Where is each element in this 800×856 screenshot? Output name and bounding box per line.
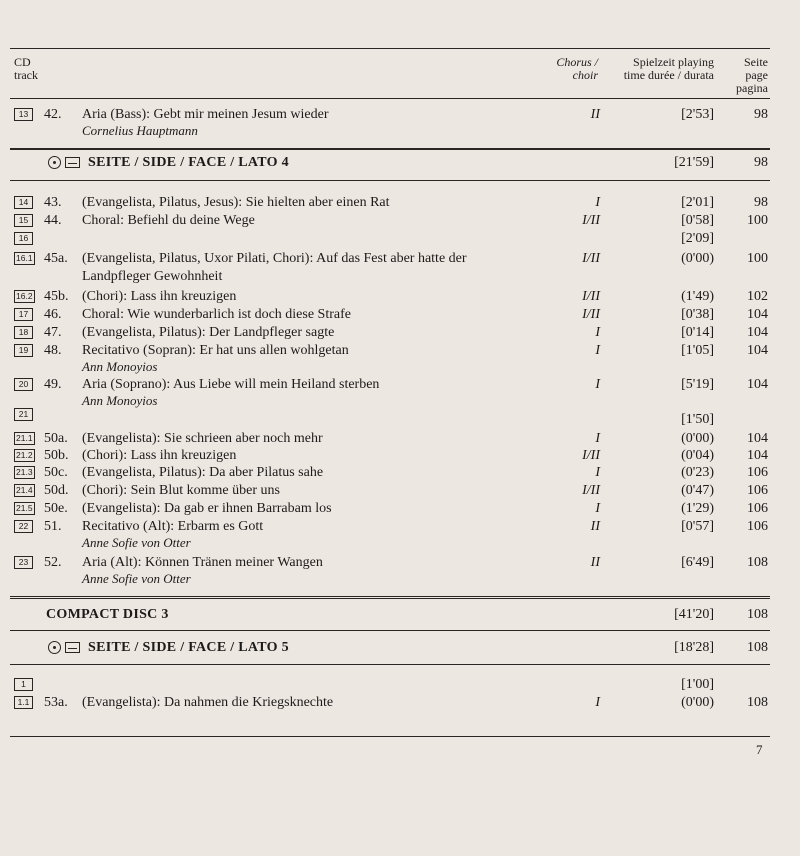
list-item-performer bbox=[0, 358, 800, 376]
track-badge: 1.1 bbox=[14, 696, 33, 709]
item-page: 98 bbox=[754, 107, 768, 122]
item-chorus: I bbox=[595, 695, 600, 710]
list-item-time bbox=[0, 411, 800, 429]
item-title: (Evangelista): Da gab er ihnen Barrabam los bbox=[82, 501, 332, 516]
item-title: (Evangelista): Da nahmen die Kriegsknechte bbox=[82, 695, 334, 710]
item-time: (0'00) bbox=[681, 431, 714, 446]
item-chorus: I bbox=[595, 501, 600, 516]
section-header bbox=[0, 153, 800, 173]
bottom-rule bbox=[10, 736, 770, 737]
item-time: (0'23) bbox=[681, 465, 714, 480]
item-title: Choral: Befiehl du deine Wege bbox=[82, 213, 255, 228]
item-chorus: II bbox=[590, 107, 600, 122]
section-page: 108 bbox=[747, 607, 768, 622]
section-label: COMPACT DISC 3 bbox=[46, 607, 169, 622]
list-item bbox=[0, 212, 800, 230]
header-chorus: Chorus / choir bbox=[556, 55, 598, 82]
track-badge: 15 bbox=[14, 214, 33, 227]
track-badge: 13 bbox=[14, 108, 33, 121]
list-item bbox=[0, 676, 800, 694]
item-title: (Evangelista, Pilatus, Uxor Pilati, Chori): Auf das Fest aber hatte der bbox=[82, 251, 467, 266]
item-title: Choral: Wie wunderbarlich ist doch diese Strafe bbox=[82, 307, 351, 322]
item-page: 104 bbox=[747, 431, 768, 446]
cassette-icon bbox=[65, 642, 80, 653]
track-badge: 16 bbox=[14, 232, 33, 245]
item-title: (Evangelista): Sie schrieen aber noch mehr bbox=[82, 431, 323, 446]
item-page: 104 bbox=[747, 343, 768, 358]
section-time: [21'59] bbox=[674, 155, 714, 170]
section-label: SEITE / SIDE / FACE / LATO 4 bbox=[88, 155, 289, 170]
performer: Ann Monoyios bbox=[82, 359, 158, 374]
item-chorus: I bbox=[595, 431, 600, 446]
item-chorus: II bbox=[590, 519, 600, 534]
item-title: Aria (Alt): Können Tränen meiner Wangen bbox=[82, 555, 323, 570]
item-chorus: I/II bbox=[582, 448, 600, 463]
track-badge: 21.4 bbox=[16, 485, 33, 495]
item-chorus: I/II bbox=[582, 289, 600, 304]
item-page: 104 bbox=[747, 377, 768, 392]
item-time: (0'00) bbox=[681, 251, 714, 266]
item-time: [0'14] bbox=[681, 325, 714, 340]
item-title: Recitativo (Alt): Erbarm es Gott bbox=[82, 519, 264, 534]
header-cd-track: CD track bbox=[14, 55, 38, 82]
list-item bbox=[0, 447, 800, 465]
item-page: 106 bbox=[747, 483, 768, 498]
item-number: 46. bbox=[44, 307, 62, 322]
section-page: 98 bbox=[754, 155, 768, 170]
track-badge: 21 bbox=[14, 408, 33, 421]
item-number: 50e. bbox=[44, 501, 68, 516]
section-header bbox=[0, 605, 800, 625]
item-number: 50c. bbox=[44, 465, 68, 480]
list-item bbox=[0, 288, 800, 306]
media-icons bbox=[48, 641, 80, 661]
item-chorus: I bbox=[595, 195, 600, 210]
list-item bbox=[0, 500, 800, 518]
track-badge: 16.1 bbox=[16, 253, 33, 263]
item-time: (1'29) bbox=[681, 501, 714, 516]
item-time: [0'57] bbox=[681, 519, 714, 534]
header-time: Spielzeit playing time durée / durata bbox=[623, 55, 714, 82]
item-page: 106 bbox=[747, 501, 768, 516]
media-icons bbox=[48, 156, 80, 176]
item-time: [1'05] bbox=[681, 343, 714, 358]
item-title: (Chori): Sein Blut komme über uns bbox=[82, 483, 280, 498]
item-title: Aria (Bass): Gebt mir meinen Jesum wieder bbox=[82, 107, 329, 122]
section-rule bbox=[10, 664, 770, 665]
item-number: 53a. bbox=[44, 695, 68, 710]
item-time: [0'38] bbox=[681, 307, 714, 322]
item-chorus: I/II bbox=[582, 307, 600, 322]
item-number: 44. bbox=[44, 213, 62, 228]
item-title: Recitativo (Sopran): Er hat uns allen wohlgetan bbox=[82, 343, 349, 358]
item-page: 98 bbox=[754, 195, 768, 210]
item-time: [0'58] bbox=[681, 213, 714, 228]
list-item bbox=[0, 464, 800, 482]
item-title: (Chori): Lass ihn kreuzigen bbox=[82, 448, 237, 463]
list-item bbox=[0, 250, 800, 268]
item-title: (Evangelista, Pilatus): Da aber Pilatus sahe bbox=[82, 465, 324, 480]
header-rule bbox=[10, 98, 770, 99]
item-time: [2'01] bbox=[681, 195, 714, 210]
page-number: 7 bbox=[756, 742, 763, 757]
section-time: [18'28] bbox=[674, 640, 714, 655]
item-time: [6'49] bbox=[681, 555, 714, 570]
item-time: [1'50] bbox=[681, 412, 714, 427]
list-item bbox=[0, 194, 800, 212]
performer: Cornelius Hauptmann bbox=[82, 123, 198, 138]
item-time: [2'09] bbox=[681, 231, 714, 246]
item-page: 108 bbox=[747, 695, 768, 710]
track-badge: 14 bbox=[14, 196, 33, 209]
item-time: (0'04) bbox=[681, 448, 714, 463]
item-title: (Evangelista, Pilatus, Jesus): Sie hielten aber einen Rat bbox=[82, 195, 390, 210]
header-page: Seite page pagina bbox=[736, 55, 768, 95]
section-page: 108 bbox=[747, 640, 768, 655]
track-badge: 21.3 bbox=[16, 467, 33, 477]
item-title-continuation: Landpfleger Gewohnheit bbox=[82, 269, 223, 284]
section-time: [41'20] bbox=[674, 607, 714, 622]
list-item bbox=[0, 324, 800, 342]
item-time: (0'00) bbox=[681, 695, 714, 710]
item-time: [2'53] bbox=[681, 107, 714, 122]
item-title: (Evangelista, Pilatus): Der Landpfleger sagte bbox=[82, 325, 335, 340]
item-page: 104 bbox=[747, 448, 768, 463]
item-page: 106 bbox=[747, 465, 768, 480]
item-number: 45b. bbox=[44, 289, 69, 304]
track-badge: 19 bbox=[14, 344, 33, 357]
list-item bbox=[0, 306, 800, 324]
item-page: 108 bbox=[747, 555, 768, 570]
item-time: (0'47) bbox=[681, 483, 714, 498]
section-rule bbox=[10, 180, 770, 181]
item-title: Aria (Soprano): Aus Liebe will mein Heiland sterben bbox=[82, 377, 380, 392]
item-chorus: I/II bbox=[582, 483, 600, 498]
track-badge: 1 bbox=[14, 678, 33, 691]
track-badge: 18 bbox=[14, 326, 33, 339]
item-chorus: I bbox=[595, 465, 600, 480]
item-chorus: I bbox=[595, 377, 600, 392]
item-chorus: I/II bbox=[582, 213, 600, 228]
track-badge: 23 bbox=[14, 556, 33, 569]
item-number: 43. bbox=[44, 195, 62, 210]
track-badge: 17 bbox=[14, 308, 33, 321]
item-number: 52. bbox=[44, 555, 62, 570]
section-label: SEITE / SIDE / FACE / LATO 5 bbox=[88, 640, 289, 655]
item-time: [5'19] bbox=[681, 377, 714, 392]
item-number: 42. bbox=[44, 107, 62, 122]
section-header bbox=[0, 638, 800, 658]
item-chorus: I bbox=[595, 343, 600, 358]
item-page: 104 bbox=[747, 307, 768, 322]
item-time: [1'00] bbox=[681, 677, 714, 692]
performer: Anne Sofie von Otter bbox=[82, 571, 191, 586]
cassette-icon bbox=[65, 157, 80, 168]
track-badge: 21.5 bbox=[16, 503, 33, 513]
list-item bbox=[0, 230, 800, 248]
item-title: (Chori): Lass ihn kreuzigen bbox=[82, 289, 237, 304]
track-badge: 20 bbox=[14, 378, 33, 391]
list-item-performer bbox=[0, 122, 800, 140]
item-chorus: I/II bbox=[582, 251, 600, 266]
item-number: 50b. bbox=[44, 448, 69, 463]
item-page: 100 bbox=[747, 213, 768, 228]
performer: Anne Sofie von Otter bbox=[82, 535, 191, 550]
item-number: 49. bbox=[44, 377, 62, 392]
disc-icon bbox=[48, 156, 61, 169]
section-rule bbox=[10, 630, 770, 631]
item-page: 104 bbox=[747, 325, 768, 340]
item-page: 106 bbox=[747, 519, 768, 534]
item-number: 51. bbox=[44, 519, 62, 534]
track-badge: 16.2 bbox=[16, 291, 33, 301]
list-item bbox=[0, 694, 800, 712]
item-chorus: II bbox=[590, 555, 600, 570]
list-item bbox=[0, 482, 800, 500]
track-badge: 21.2 bbox=[16, 450, 33, 460]
list-item bbox=[0, 430, 800, 448]
item-number: 50a. bbox=[44, 431, 68, 446]
list-item-performer bbox=[0, 534, 800, 552]
item-time: (1'49) bbox=[681, 289, 714, 304]
item-chorus: I bbox=[595, 325, 600, 340]
disc-icon bbox=[48, 641, 61, 654]
item-page: 100 bbox=[747, 251, 768, 266]
item-number: 45a. bbox=[44, 251, 68, 266]
list-item-continuation bbox=[0, 268, 800, 286]
section-rule bbox=[10, 596, 770, 602]
list-item-performer bbox=[0, 570, 800, 588]
item-number: 48. bbox=[44, 343, 62, 358]
top-rule bbox=[10, 48, 770, 49]
item-number: 50d. bbox=[44, 483, 69, 498]
performer: Ann Monoyios bbox=[82, 393, 158, 408]
track-badge: 22 bbox=[14, 520, 33, 533]
item-page: 102 bbox=[747, 289, 768, 304]
item-number: 47. bbox=[44, 325, 62, 340]
section-rule bbox=[10, 148, 770, 150]
track-badge: 21.1 bbox=[16, 433, 33, 443]
